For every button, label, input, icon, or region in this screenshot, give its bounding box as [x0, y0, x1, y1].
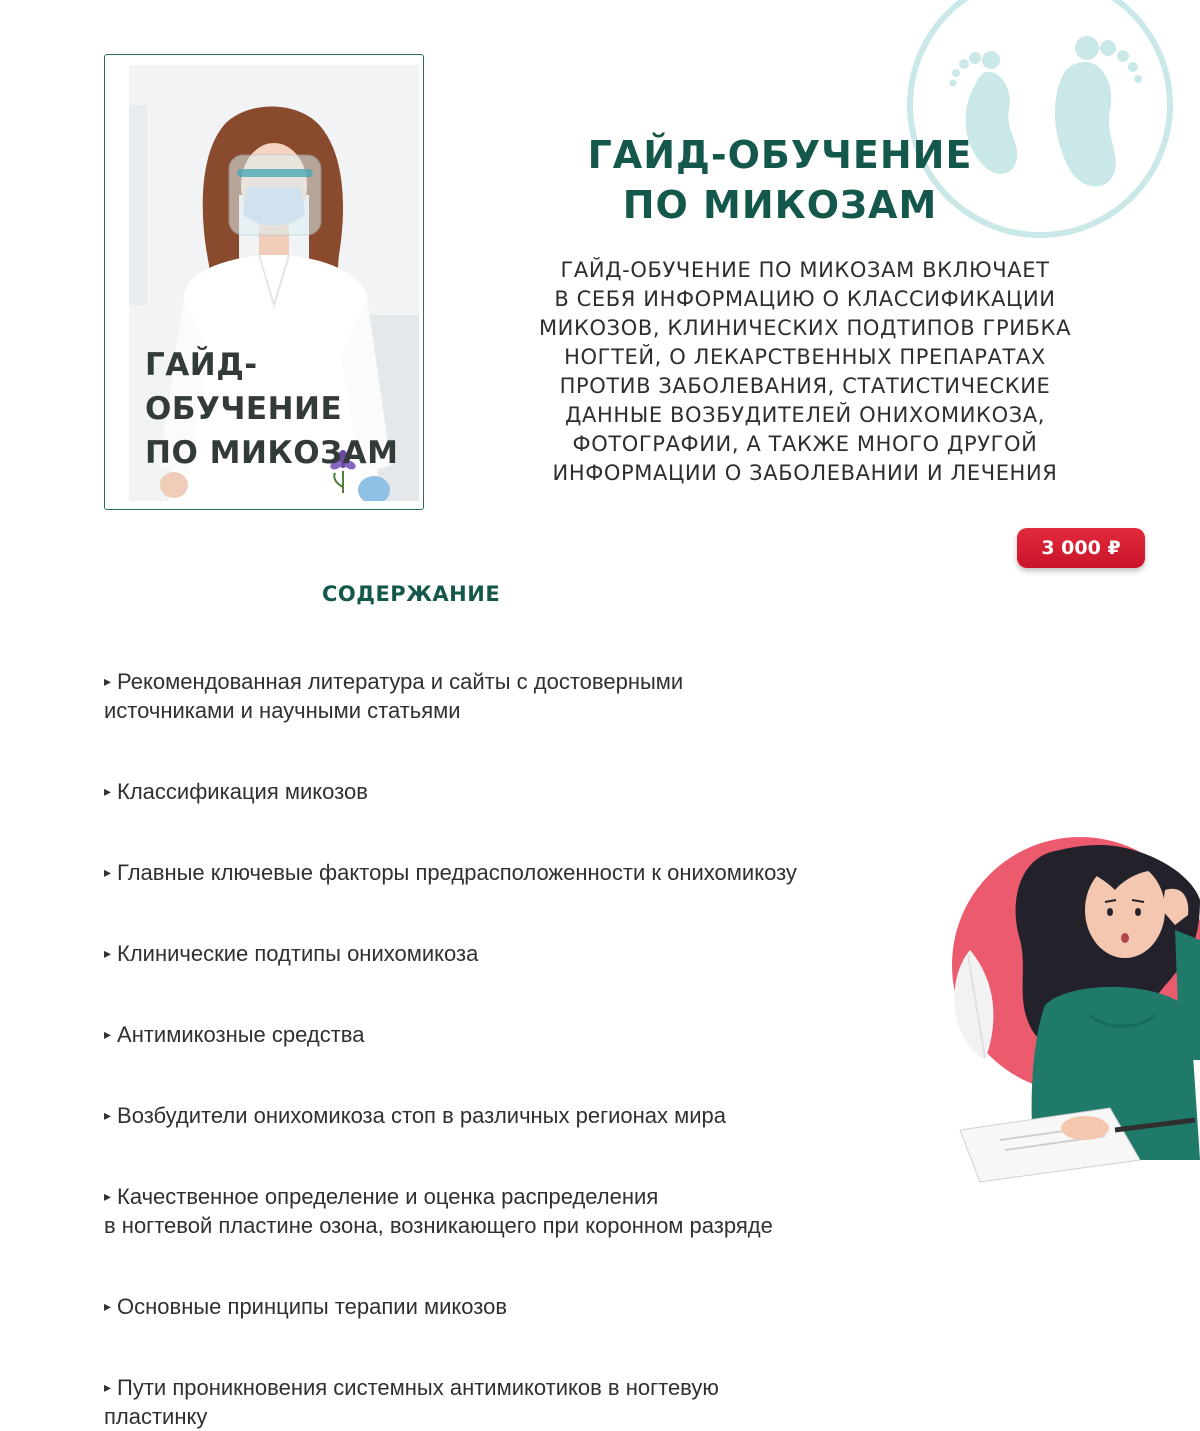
cover-title-line: ГАЙД-ОБУЧЕНИЕ: [145, 347, 343, 427]
toc-item: [104, 1263, 964, 1321]
page-title: [520, 130, 1040, 230]
bullet-icon: ▸: [104, 783, 112, 799]
toc-item: [104, 829, 964, 887]
toc-item-text: пластинку: [104, 1404, 208, 1429]
toc-heading: СОДЕРЖАНИЕ: [322, 582, 501, 606]
toc-item-text: Основные принципы терапии микозов: [117, 1294, 508, 1319]
price-badge[interactable]: 3 000 ₽: [1017, 528, 1145, 568]
toc-item-text: Классификация микозов: [117, 779, 368, 804]
page-title-line: ПО МИКОЗАМ: [622, 183, 938, 227]
bullet-icon: ▸: [104, 864, 112, 880]
toc-item-text: в ногтевой пластине озона, возникающего при коронном разряде: [104, 1213, 773, 1238]
cover-title: [145, 343, 419, 475]
toc-item-text: источниками и научными статьями: [104, 698, 461, 723]
toc-item-text: Рекомендованная литература и сайты с достоверными: [117, 669, 684, 694]
svg-text:רֶגֶל: רֶגֶל: [1015, 108, 1054, 143]
bullet-icon: ▸: [104, 1188, 112, 1204]
toc-item-text: Возбудители онихомикоза стоп в различных регионах мира: [117, 1103, 727, 1128]
toc-item: [104, 910, 964, 968]
toc-item-text: Антимикозные средства: [117, 1022, 365, 1047]
page-title-line: ГАЙД-ОБУЧЕНИЕ: [587, 133, 973, 177]
toc-item-text: Качественное определение и оценка распределения: [117, 1184, 659, 1209]
guide-cover-photo: [129, 65, 419, 501]
description-line: НОГТЕЙ, О ЛЕКАРСТВЕННЫХ ПРЕПАРАТАХ: [564, 345, 1046, 369]
toc-item: [104, 638, 964, 725]
bullet-icon: ▸: [104, 945, 112, 961]
toc-item-text: Главные ключевые факторы предрасположенности к онихомикозу: [117, 860, 797, 885]
description-line: В СЕБЯ ИНФОРМАЦИЮ О КЛАССИФИКАЦИИ: [554, 287, 1056, 311]
bullet-icon: ▸: [104, 1379, 112, 1395]
toc-item: [104, 748, 964, 806]
toc-item: [104, 1072, 964, 1130]
description-line: ГАЙД-ОБУЧЕНИЕ ПО МИКОЗАМ ВКЛЮЧАЕТ: [560, 258, 1050, 282]
bullet-icon: ▸: [104, 1107, 112, 1123]
toc-list: [104, 638, 964, 1431]
worried-woman-illustration: [940, 830, 1200, 1200]
guide-cover-card: [104, 54, 424, 510]
description-line: ПРОТИВ ЗАБОЛЕВАНИЯ, СТАТИСТИЧЕСКИЕ: [559, 374, 1051, 398]
toc-item: [104, 1153, 964, 1240]
toc-item: [104, 1344, 964, 1431]
cover-title-line: ПО МИКОЗАМ: [145, 435, 399, 471]
bullet-icon: ▸: [104, 1026, 112, 1042]
toc-item-text: Клинические подтипы онихомикоза: [117, 941, 479, 966]
description-line: МИКОЗОВ, КЛИНИЧЕСКИХ ПОДТИПОВ ГРИБКА: [538, 316, 1072, 340]
toc-item-text: Пути проникновения системных антимикотиков в ногтевую: [117, 1375, 719, 1400]
description-line: ИНФОРМАЦИИ О ЗАБОЛЕВАНИИ И ЛЕЧЕНИЯ: [552, 461, 1058, 485]
toc-item: [104, 991, 964, 1049]
description-line: ДАННЫЕ ВОЗБУДИТЕЛЕЙ ОНИХОМИКОЗА,: [565, 403, 1045, 427]
description-line: ФОТОГРАФИИ, А ТАКЖЕ МНОГО ДРУГОЙ: [572, 432, 1038, 456]
bullet-icon: ▸: [104, 1298, 112, 1314]
guide-description: [500, 256, 1110, 488]
bullet-icon: ▸: [104, 673, 112, 689]
